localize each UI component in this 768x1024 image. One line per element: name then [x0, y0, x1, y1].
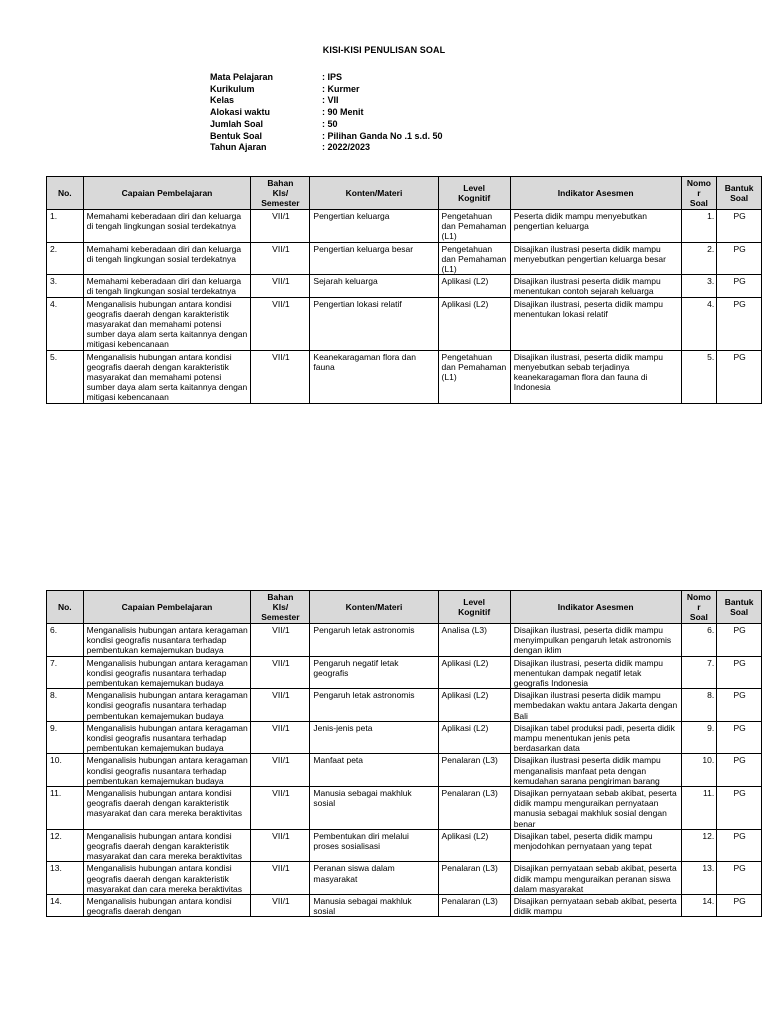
header-bahan-kelas-semester: Bahan Kls/ Semester — [251, 177, 310, 210]
cell-level-kognitif: Pengetahuan dan Pemahaman (L1) — [438, 350, 510, 403]
header-level-kognitif: Level Kognitif — [438, 177, 510, 210]
cell-nomor-soal: 7. — [681, 656, 717, 689]
header-capaian-pembelajaran: Capaian Pembelajaran — [83, 177, 251, 210]
cell-konten-materi: Manfaat peta — [310, 754, 438, 787]
cell-capaian-pembelajaran: Menganalisis hubungan antara keragaman kondisi geografis nusantara terhadap pembentukan kemajemukan budaya — [83, 656, 251, 689]
cell-bentuk-soal: PG — [717, 210, 762, 243]
cell-capaian-pembelajaran: Menganalisis hubungan antara kondisi geografis daerah dengan — [83, 895, 251, 917]
cell-level-kognitif: Aplikasi (L2) — [438, 689, 510, 722]
cell-level-kognitif: Pengetahuan dan Pemahaman (L1) — [438, 210, 510, 243]
cell-capaian-pembelajaran: Menganalisis hubungan antara kondisi geografis daerah dengan karakteristik masyarakat dan cara mereka beraktivitas — [83, 787, 251, 830]
cell-capaian-pembelajaran: Menganalisis hubungan antara kondisi geografis daerah dengan karakteristik masyarakat dan memahami potensi sumber daya alam serta kaitannya dengan mitigasi kebencanaan — [83, 350, 251, 403]
cell-no: 12. — [47, 829, 84, 862]
cell-level-kognitif: Penalaran (L3) — [438, 787, 510, 830]
cell-nomor-soal: 6. — [681, 624, 717, 657]
cell-konten-materi: Manusia sebagai makhluk sosial — [310, 895, 438, 917]
meta-label: Jumlah Soal — [210, 118, 264, 129]
meta-label: Kurikulum — [210, 83, 255, 94]
table-row — [47, 350, 762, 403]
cell-no: 5. — [47, 350, 84, 403]
table-row — [47, 297, 762, 350]
cell-bahan: VII/1 — [251, 624, 310, 657]
cell-konten-materi: Sejarah keluarga — [310, 275, 438, 297]
cell-bentuk-soal: PG — [717, 689, 762, 722]
cell-level-kognitif: Aplikasi (L2) — [438, 829, 510, 862]
cell-nomor-soal: 2. — [681, 242, 717, 275]
cell-level-kognitif: Aplikasi (L2) — [438, 721, 510, 754]
header-indikator-asesmen: Indikator Asesmen — [510, 177, 681, 210]
cell-konten-materi: Pengaruh letak astronomis — [310, 624, 438, 657]
cell-konten-materi: Pengertian keluarga — [310, 210, 438, 243]
cell-no: 10. — [47, 754, 84, 787]
cell-nomor-soal: 13. — [681, 862, 717, 895]
cell-bentuk-soal: PG — [717, 242, 762, 275]
cell-bentuk-soal: PG — [717, 754, 762, 787]
cell-no: 8. — [47, 689, 84, 722]
cell-bentuk-soal: PG — [717, 787, 762, 830]
header-capaian-pembelajaran: Capaian Pembelajaran — [83, 591, 251, 624]
cell-konten-materi: Pengaruh letak astronomis — [310, 689, 438, 722]
cell-bahan: VII/1 — [251, 210, 310, 243]
meta-row — [210, 95, 443, 107]
cell-indikator-asesmen: Disajikan ilustrasi, peserta didik mampu menyebutkan sebab terjadinya keanekaragaman flora dan fauna di Indonesia — [510, 350, 681, 403]
cell-indikator-asesmen: Disajikan pernyataan sebab akibat, peserta didik mampu — [510, 895, 681, 917]
header-level-kognitif: Level Kognitif — [438, 591, 510, 624]
cell-level-kognitif: Aplikasi (L2) — [438, 656, 510, 689]
table-row — [47, 275, 762, 297]
cell-capaian-pembelajaran: Menganalisis hubungan antara keragaman kondisi geografis nusantara terhadap pembentukan kemajemukan budaya — [83, 754, 251, 787]
meta-row — [210, 119, 443, 131]
cell-level-kognitif: Penalaran (L3) — [438, 895, 510, 917]
header-konten-materi: Konten/Materi — [310, 177, 438, 210]
cell-bahan: VII/1 — [251, 350, 310, 403]
cell-konten-materi: Pengertian keluarga besar — [310, 242, 438, 275]
document-meta — [210, 72, 443, 154]
table-row — [47, 656, 762, 689]
cell-konten-materi: Pembentukan diri melalui proses sosialisasi — [310, 829, 438, 862]
cell-bahan: VII/1 — [251, 754, 310, 787]
cell-no: 1. — [47, 210, 84, 243]
cell-capaian-pembelajaran: Menganalisis hubungan antara keragaman kondisi geografis nusantara terhadap pembentukan kemajemukan budaya — [83, 624, 251, 657]
cell-nomor-soal: 11. — [681, 787, 717, 830]
cell-capaian-pembelajaran: Memahami keberadaan diri dan keluarga di tengah lingkungan sosial terdekatnya — [83, 275, 251, 297]
cell-bentuk-soal: PG — [717, 297, 762, 350]
cell-indikator-asesmen: Disajikan ilustrasi peserta didik mampu menganalisis manfaat peta dengan kemudahan sarana pengiriman barang — [510, 754, 681, 787]
cell-bentuk-soal: PG — [717, 829, 762, 862]
cell-nomor-soal: 5. — [681, 350, 717, 403]
cell-nomor-soal: 9. — [681, 721, 717, 754]
cell-bahan: VII/1 — [251, 242, 310, 275]
cell-indikator-asesmen: Disajikan ilustrasi, peserta didik mampu menentukan dampak negatif letak geografis Indonesia — [510, 656, 681, 689]
meta-row — [210, 107, 443, 119]
table-row — [47, 895, 762, 917]
cell-capaian-pembelajaran: Menganalisis hubungan antara kondisi geografis daerah dengan karakteristik masyarakat dan cara mereka beraktivitas — [83, 862, 251, 895]
cell-konten-materi: Manusia sebagai makhluk sosial — [310, 787, 438, 830]
cell-bahan: VII/1 — [251, 895, 310, 917]
cell-bentuk-soal: PG — [717, 275, 762, 297]
meta-label: Mata Pelajaran — [210, 72, 274, 82]
cell-level-kognitif: Penalaran (L3) — [438, 862, 510, 895]
cell-indikator-asesmen: Peserta didik mampu menyebutkan pengertian keluarga — [510, 210, 681, 243]
cell-bahan: VII/1 — [251, 721, 310, 754]
cell-nomor-soal: 8. — [681, 689, 717, 722]
meta-label: Bentuk Soal — [210, 130, 263, 141]
table-header-row — [47, 591, 762, 624]
cell-capaian-pembelajaran: Memahami keberadaan diri dan keluarga di tengah lingkungan sosial terdekatnya — [83, 242, 251, 275]
meta-row — [210, 84, 443, 96]
cell-bentuk-soal: PG — [717, 624, 762, 657]
cell-nomor-soal: 1. — [681, 210, 717, 243]
cell-indikator-asesmen: Disajikan pernyataan sebab akibat, peserta didik mampu menguraikan pernyataan manusia sebagai makhluk sosial dengan benar — [510, 787, 681, 830]
cell-capaian-pembelajaran: Menganalisis hubungan antara keragaman kondisi geografis nusantara terhadap pembentukan kemajemukan budaya — [83, 689, 251, 722]
meta-label: Kelas — [210, 95, 235, 106]
cell-bahan: VII/1 — [251, 297, 310, 350]
header-no: No. — [47, 177, 84, 210]
table-row — [47, 787, 762, 830]
meta-value: : VII — [322, 95, 339, 106]
kisi-kisi-table-1 — [46, 176, 762, 404]
header-konten-materi: Konten/Materi — [310, 591, 438, 624]
cell-bentuk-soal: PG — [717, 895, 762, 917]
cell-bentuk-soal: PG — [717, 656, 762, 689]
cell-no: 11. — [47, 787, 84, 830]
cell-konten-materi: Pengaruh negatif letak geografis — [310, 656, 438, 689]
cell-nomor-soal: 4. — [681, 297, 717, 350]
table-row — [47, 721, 762, 754]
meta-value: : IPS — [322, 72, 343, 82]
header-bentuk-soal: Bantuk Soal — [717, 177, 762, 210]
cell-no: 6. — [47, 624, 84, 657]
cell-level-kognitif: Aplikasi (L2) — [438, 275, 510, 297]
cell-bahan: VII/1 — [251, 656, 310, 689]
cell-bahan: VII/1 — [251, 275, 310, 297]
header-bahan-kelas-semester: Bahan Kls/ Semester — [251, 591, 310, 624]
cell-bahan: VII/1 — [251, 829, 310, 862]
cell-bentuk-soal: PG — [717, 862, 762, 895]
cell-level-kognitif: Aplikasi (L2) — [438, 297, 510, 350]
table-row — [47, 754, 762, 787]
cell-bahan: VII/1 — [251, 787, 310, 830]
cell-level-kognitif: Pengetahuan dan Pemahaman (L1) — [438, 242, 510, 275]
cell-level-kognitif: Penalaran (L3) — [438, 754, 510, 787]
cell-nomor-soal: 10. — [681, 754, 717, 787]
meta-row — [210, 72, 443, 84]
cell-indikator-asesmen: Disajikan pernyataan sebab akibat, peserta didik mampu menguraikan peranan siswa dalam masyarakat — [510, 862, 681, 895]
meta-value: : 50 — [322, 118, 338, 129]
cell-indikator-asesmen: Disajikan ilustrasi, peserta didik mampu menentukan lokasi relatif — [510, 297, 681, 350]
cell-bahan: VII/1 — [251, 862, 310, 895]
cell-indikator-asesmen: Disajikan tabel produksi padi, peserta didik mampu menentukan jenis peta berdasarkan data — [510, 721, 681, 754]
cell-no: 9. — [47, 721, 84, 754]
meta-value: : 2022/2023 — [322, 142, 371, 153]
table-row — [47, 862, 762, 895]
table-header-row — [47, 177, 762, 210]
document-title: KISI-KISI PENULISAN SOAL — [322, 45, 446, 55]
table-row — [47, 689, 762, 722]
cell-indikator-asesmen: Disajikan ilustrasi peserta didik mampu menyebutkan pengertian keluarga besar — [510, 242, 681, 275]
cell-konten-materi: Keanekaragaman flora dan fauna — [310, 350, 438, 403]
meta-label: Alokasi waktu — [210, 107, 271, 118]
cell-indikator-asesmen: Disajikan tabel, peserta didik mampu menjodohkan pernyataan yang tepat — [510, 829, 681, 862]
cell-no: 3. — [47, 275, 84, 297]
cell-konten-materi: Peranan siswa dalam masyarakat — [310, 862, 438, 895]
table-row — [47, 210, 762, 243]
cell-capaian-pembelajaran: Menganalisis hubungan antara kondisi geografis daerah dengan karakteristik masyarakat dan memahami potensi sumber daya alam serta kaitannya dengan mitigasi kebencanaan — [83, 297, 251, 350]
meta-value: : Kurmer — [322, 83, 360, 94]
cell-capaian-pembelajaran: Menganalisis hubungan antara kondisi geografis daerah dengan karakteristik masyarakat dan cara mereka beraktivitas — [83, 829, 251, 862]
cell-capaian-pembelajaran: Memahami keberadaan diri dan keluarga di tengah lingkungan sosial terdekatnya — [83, 210, 251, 243]
cell-bahan: VII/1 — [251, 689, 310, 722]
table-row — [47, 829, 762, 862]
cell-nomor-soal: 12. — [681, 829, 717, 862]
meta-value: : Pilihan Ganda No .1 s.d. 50 — [322, 130, 443, 141]
meta-row — [210, 142, 443, 154]
table-row — [47, 624, 762, 657]
kisi-kisi-table-2 — [46, 590, 762, 917]
meta-row — [210, 131, 443, 143]
cell-no: 4. — [47, 297, 84, 350]
header-bentuk-soal: Bantuk Soal — [717, 591, 762, 624]
header-indikator-asesmen: Indikator Asesmen — [510, 591, 681, 624]
header-nomor-soal: Nomo r Soal — [681, 177, 717, 210]
cell-no: 2. — [47, 242, 84, 275]
header-nomor-soal: Nomo r Soal — [681, 591, 717, 624]
header-no: No. — [47, 591, 84, 624]
cell-nomor-soal: 14. — [681, 895, 717, 917]
cell-indikator-asesmen: Disajikan ilustrasi peserta didik mampu membedakan waktu antara Jakarta dengan Bali — [510, 689, 681, 722]
cell-nomor-soal: 3. — [681, 275, 717, 297]
cell-no: 7. — [47, 656, 84, 689]
cell-capaian-pembelajaran: Menganalisis hubungan antara keragaman kondisi geografis nusantara terhadap pembentukan kemajemukan budaya — [83, 721, 251, 754]
table-row — [47, 242, 762, 275]
cell-konten-materi: Jenis-jenis peta — [310, 721, 438, 754]
cell-bentuk-soal: PG — [717, 350, 762, 403]
cell-indikator-asesmen: Disajikan ilustrasi, peserta didik mampu menyimpulkan pengaruh letak astronomis dengan iklim — [510, 624, 681, 657]
cell-no: 13. — [47, 862, 84, 895]
cell-konten-materi: Pengertian lokasi relatif — [310, 297, 438, 350]
meta-value: : 90 Menit — [322, 107, 364, 118]
cell-bentuk-soal: PG — [717, 721, 762, 754]
cell-no: 14. — [47, 895, 84, 917]
cell-indikator-asesmen: Disajikan ilustrasi peserta didik mampu menentukan contoh sejarah keluarga — [510, 275, 681, 297]
cell-level-kognitif: Analisa (L3) — [438, 624, 510, 657]
meta-label: Tahun Ajaran — [210, 142, 267, 153]
